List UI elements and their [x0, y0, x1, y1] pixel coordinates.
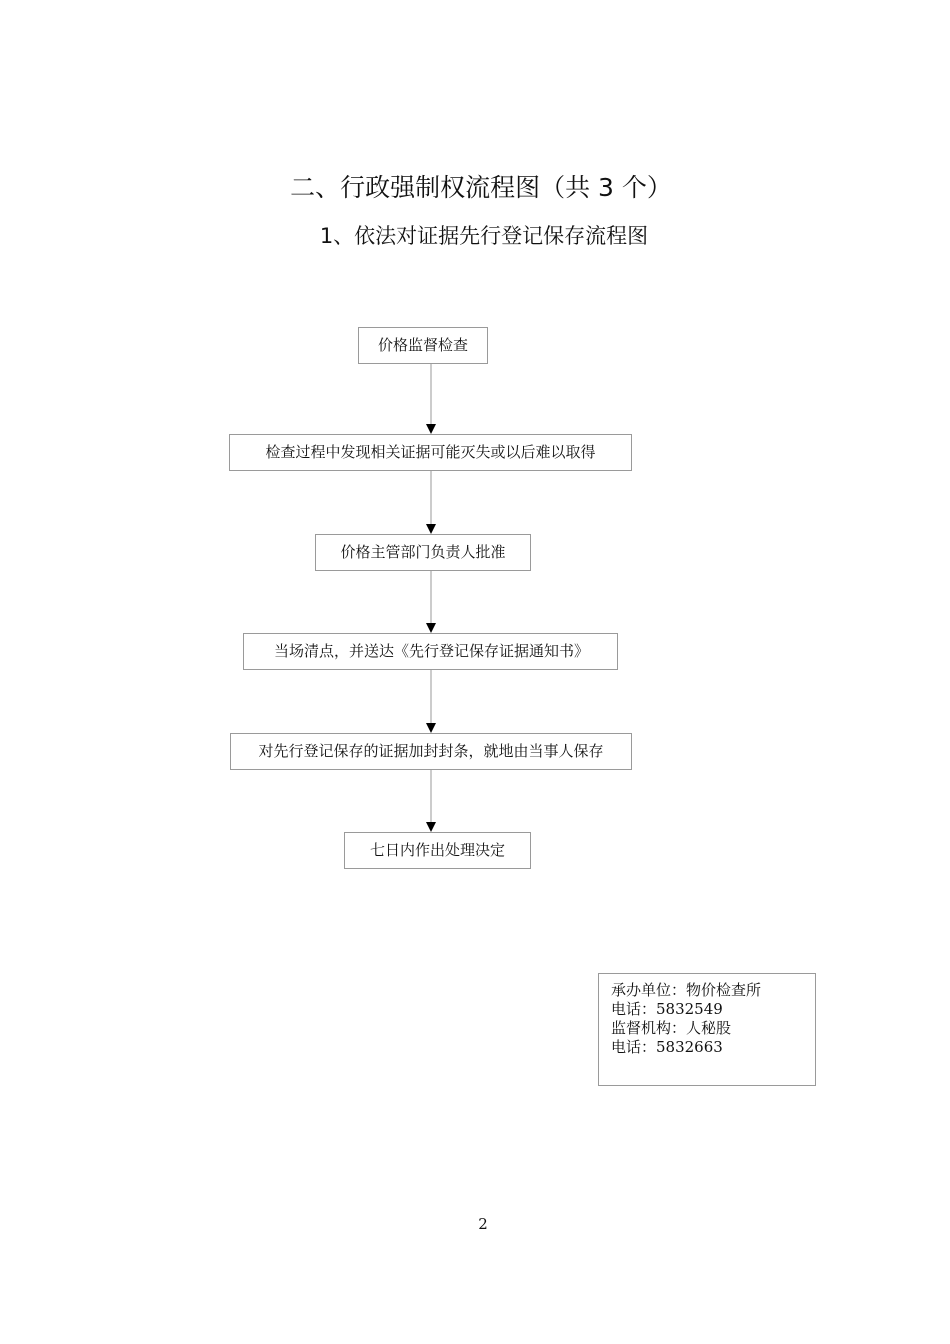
flow-step-decision [344, 832, 531, 869]
page-title: 二、行政强制权流程图（共 3 个） [290, 173, 672, 202]
flow-step-label: 价格主管部门负责人批准 [340, 543, 506, 561]
flow-step-approval [315, 534, 531, 571]
flow-step-label: 对先行登记保存的证据加封封条，就地由当事人保存 [258, 742, 604, 760]
contact-handling-unit: 承办单位：物价检查所 [611, 981, 762, 999]
arrowhead-1 [426, 424, 436, 434]
contact-info-box [598, 973, 816, 1086]
arrowhead-5 [426, 822, 436, 832]
contact-supervising-body: 监督机构：人秘股 [611, 1019, 732, 1037]
flow-step-label: 价格监督检查 [377, 336, 468, 354]
page-number: 2 [478, 1215, 488, 1233]
flow-step-seal-evidence [230, 733, 632, 770]
flow-step-label: 检查过程中发现相关证据可能灭失或以后难以取得 [265, 443, 596, 461]
arrowhead-3 [426, 623, 436, 633]
flow-step-price-inspection [358, 327, 488, 364]
contact-phone-2: 电话：5832663 [611, 1038, 723, 1056]
arrowhead-2 [426, 524, 436, 534]
flow-step-count-and-notify [243, 633, 618, 670]
flowchart-title: 1、依法对证据先行登记保存流程图 [319, 224, 649, 248]
flow-step-label: 七日内作出处理决定 [369, 841, 505, 859]
flow-step-label: 当场清点，并送达《先行登记保存证据通知书》 [273, 642, 589, 660]
flow-step-evidence-risk [229, 434, 632, 471]
contact-phone-1: 电话：5832549 [611, 1000, 723, 1018]
arrowhead-4 [426, 723, 436, 733]
